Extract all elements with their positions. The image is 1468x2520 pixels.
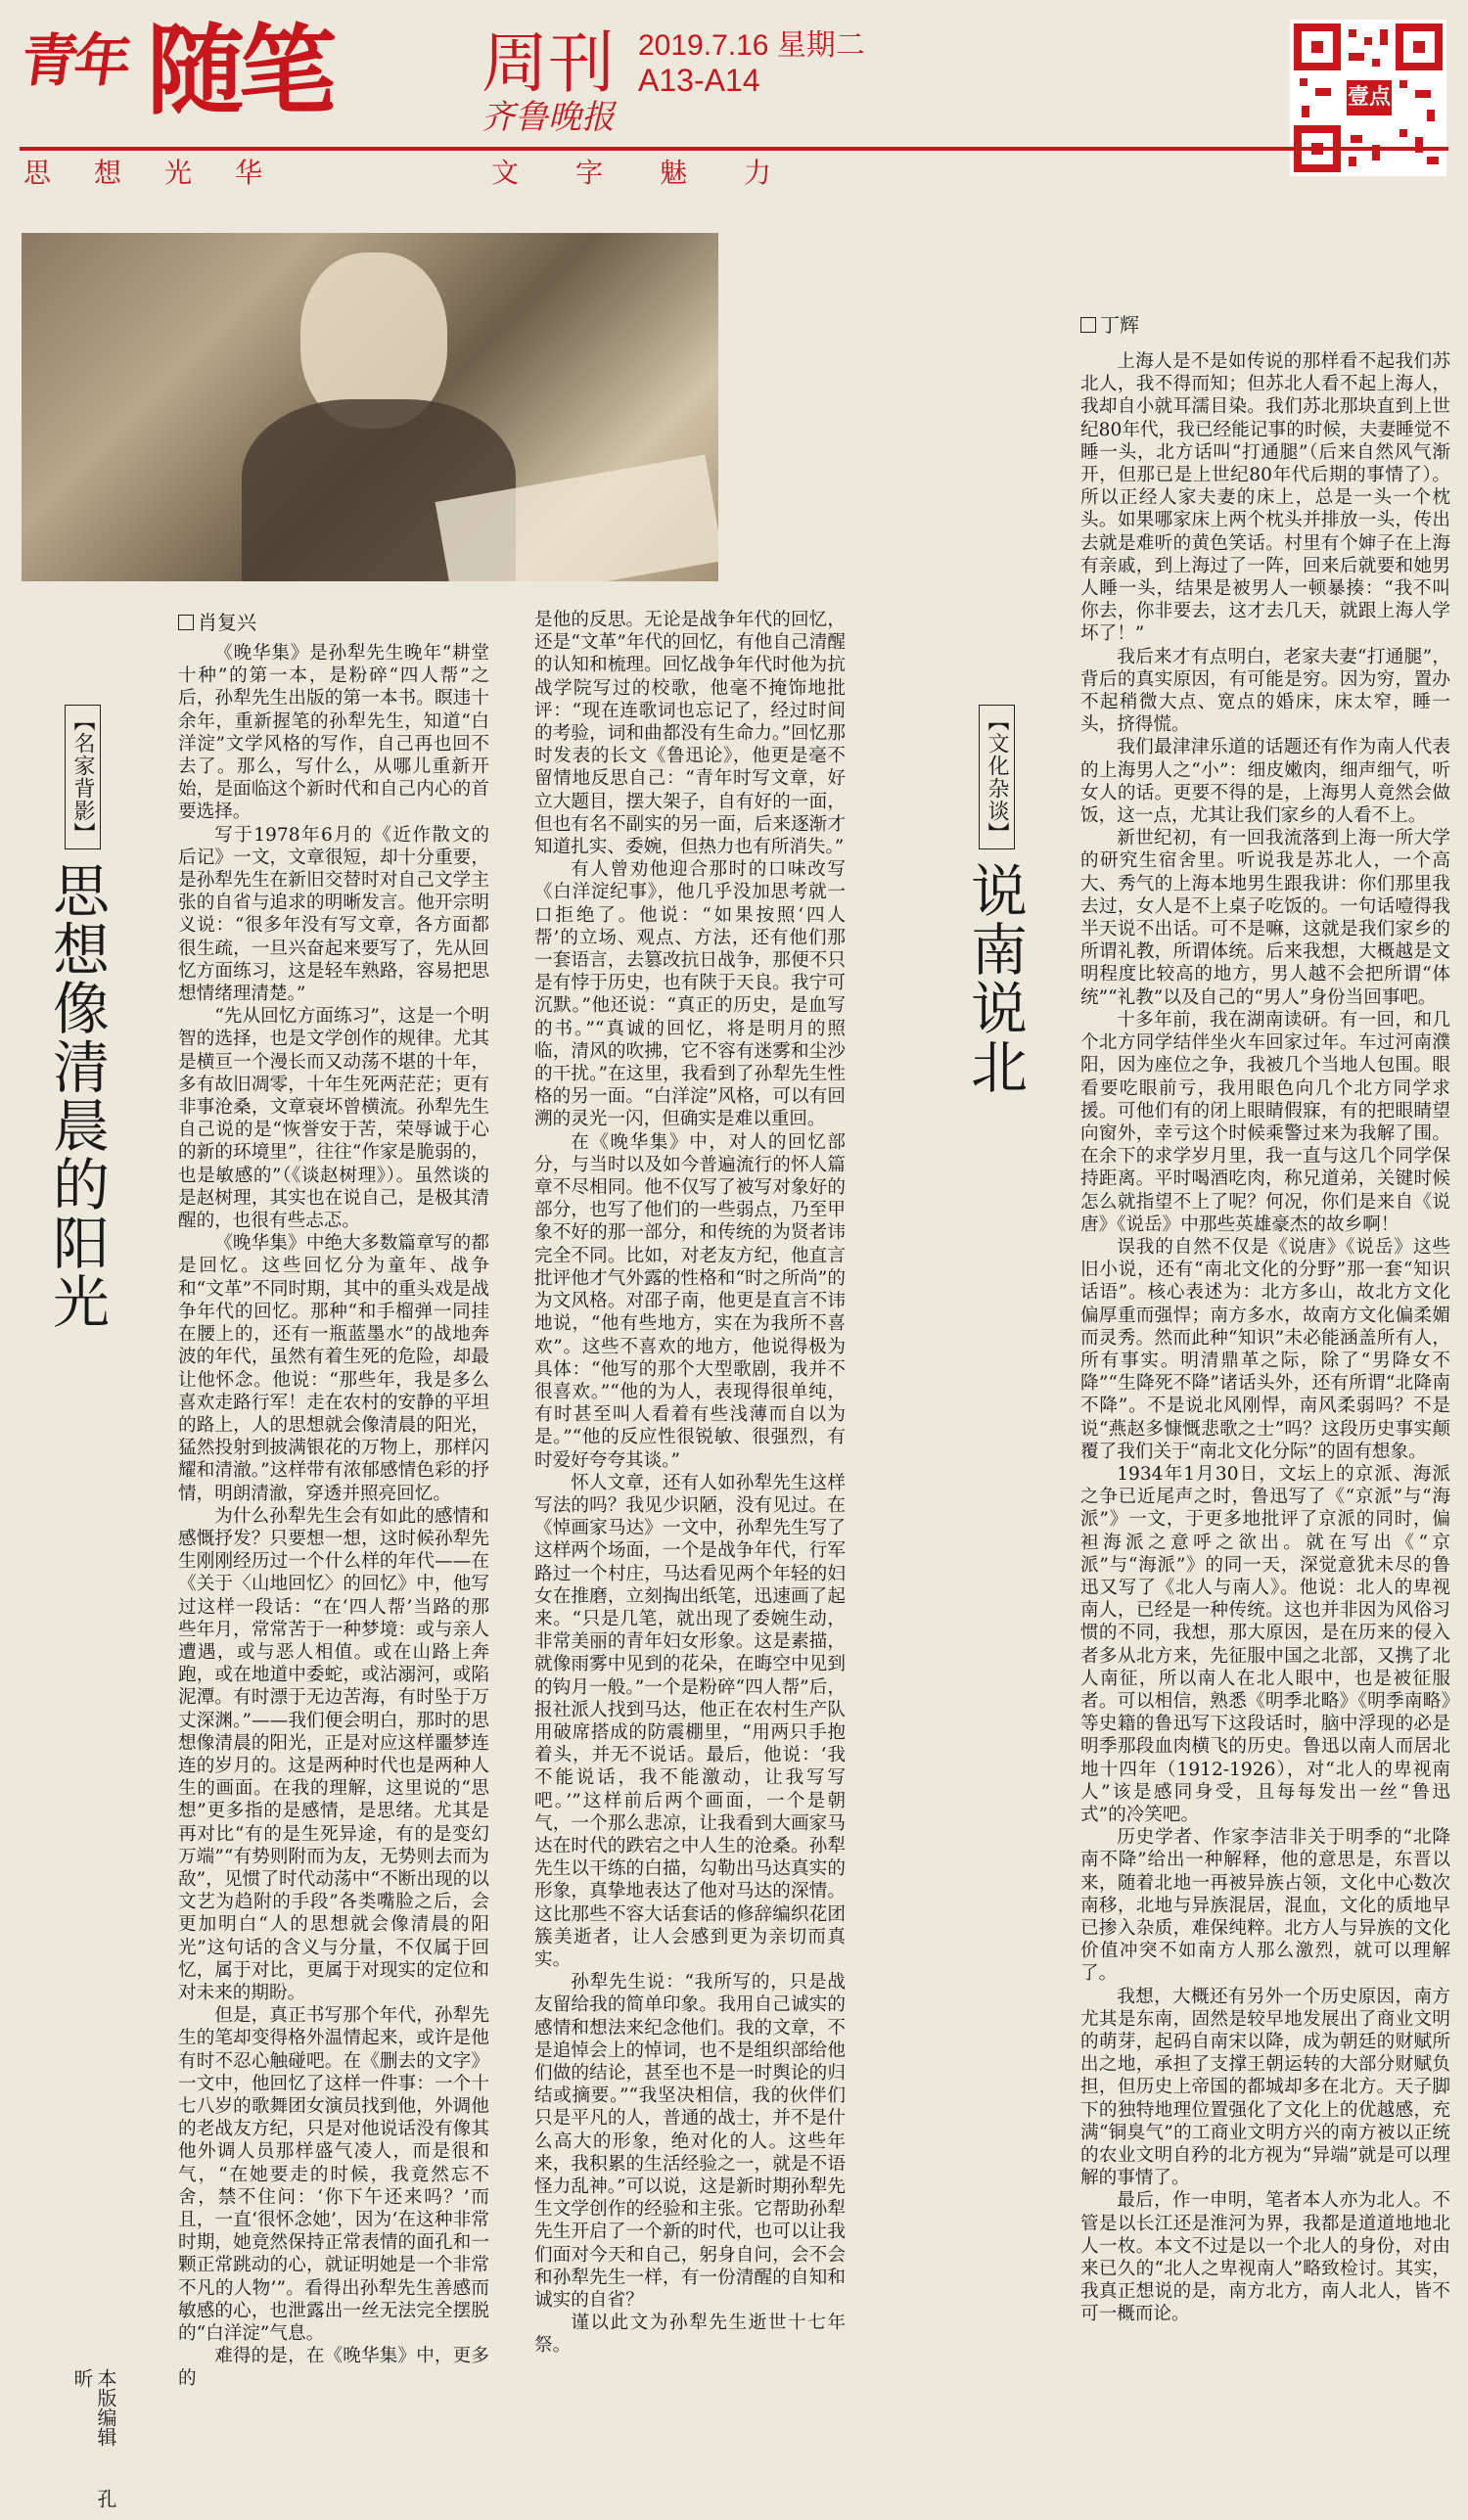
masthead-logo-small: 青年 [17, 27, 132, 94]
article1-author: 肖复兴 [198, 611, 256, 634]
article1-paragraph: 怀人文章，还有人如孙犁先生这样写法的吗？我见少识陋，没有见过。在《悼画家马达》一文中，孙犁先生写了这样两个场面，一个是战争年代，行军路过一个村庄，马达看见两个年轻的妇女在推磨，立刻掏出纸笔，迅速画了起来。“只是几笔，就出现了委婉生动，非常美丽的青年妇女形象。这是素描，就像雨雾中见到的花朵，在晦空中见到的钩月一般。”一个是粉碎“四人帮”后，报社派人找到马达，他正在农村生产队用破席搭成的防震棚里，“用两只手抱着头，并无不说话。最后，他说：‘我不能说话，我不能激动，让我写写吧。’”这样前后两个画面，一个是朝气，一个那么悲凉，让我看到大画家马达在时代的跌宕之中人生的沧桑。孙犁先生以干练的白描，勾勒出马达真实的形象，真挚地表达了他对马达的深情。这比那些不容大话套话的修辞编织花团簇美逝者，让人会感到更为亲切而真实。 [534, 1472, 846, 1970]
masthead-logo-big: 随笔 [147, 14, 331, 128]
article1-paragraph: 但是，真正书写那个年代，孙犁先生的笔却变得格外温情起来，或许是他有时不忍心触碰吧。在《删去的文字》一文中，他回忆了这样一件事：一个十七八岁的歌舞团女演员找到他，外调他的老战友方纪，只是对他说话没有像其他外调人员那样盛气凌人，而是很和气，“在她要走的时候，我竟然忘不舍，禁不住问：‘你下午还来吗？’而且，一直‘很怀念她’，因为‘在这种非常时期，她竟然保持正常表情的面孔和一颗正常跳动的心，就证明她是一个非常不凡的人物’”。看得出孙犁先生善感而敏感的心，也泄露出一丝无法完全摆脱的“白洋淀”气息。 [178, 2005, 489, 2345]
article2-paragraph: 误我的自然不仅是《说唐》《说岳》这些旧小说，还有“南北文化的分野”那一套“知识话语”。核心表述为：北方多山，故北方文化偏厚重而强悍；南方多水，故南方文化偏柔媚而灵秀。然而此种“知识”未必能涵盖所有人，所有事实。明清鼎革之际，除了“男降女不降”“生降死不降”诸话头外，还有所谓“北降南不降”。不是说北风刚悍，南风柔弱吗？不是说“燕赵多慷慨悲歌之士”吗？这段历史事实颠覆了我们关于“南北文化分际”的固有想象。 [1080, 1236, 1450, 1462]
article1-column-2 [534, 609, 846, 2358]
article2-paragraph: 最后，作一申明，笔者本人亦为北人。不管是以长江还是淮河为界，我都是道道地地北人一枚。本文不过是以一个北人的身份，对由来已久的“北人之卑视南人”略致检讨。其实，我真正想说的是，南方北方，南人北人，皆不可一概而论。 [1080, 2190, 1450, 2325]
article2-paragraph: 历史学者、作家李洁非关于明季的“北降南不降”给出一种解释，他的意思是，东晋以来，随着北地一再被异族占领，文化中心数次南移，北地与异族混居，混血，文化的质地早已掺入杂质，难保纯粹。北方人与异族的文化价值冲突不如南方人那么激烈，就可以理解了。 [1080, 1827, 1450, 1985]
article2-paragraph: 新世纪初，有一回我流落到上海一所大学的研究生宿舍里。听说我是苏北人，一个高大、秀气的上海本地男生跟我讲：你们那里我去过，女人是不上桌子吃饭的。一句话噎得我半天说不出话。可不是嘛，这就是我们家乡的所谓礼教，所谓体统。后来我想，大概越是文明程度比较高的地方，男人越不会把所谓“体统”“礼教”以及自己的“男人”身份当回事吧。 [1080, 828, 1450, 1008]
page-editor-credit [70, 2368, 117, 2515]
masthead-weekly-label: 周刊 [482, 25, 616, 103]
article2-author: 丁辉 [1100, 313, 1139, 337]
article2-paragraph: 我想，大概还有另外一个历史原因，南方尤其是东南，固然是较早地发展出了商业文明的萌芽，起码自南宋以降，成为朝廷的财赋所出之地，承担了支撑王朝运转的大部分财赋负担，但历史上帝国的都城却多在北方。天子脚下的独特地理位置强化了文化上的优越感，充满“铜臭气”的工商业文明方兴的南方被以正统的农业文明自矜的北方视为“异端”就是可以理解的事情了。 [1080, 1986, 1450, 2189]
editor-label: 本版编辑 [94, 2368, 117, 2447]
article1-paragraph: 《晚华集》中绝大多数篇章写的都是回忆。这些回忆分为童年、战争和“文革”不同时期，其中的重头戏是战争年代的回忆。那种“和手榴弹一同挂在腰上的，还有一瓶蓝墨水”的战地奔波的年代，虽然有着生死的危险，却最让他怀念。他说：“那些年，我是多么喜欢走路行军！走在农村的安静的平坦的路上，人的思想就会像清晨的阳光，猛然投射到披满银花的万物上，那样闪耀和清澈。”这样带有浓郁感情色彩的抒情，明朗清澈，穿透并照亮回忆。 [178, 1233, 489, 1504]
article1-paragraph: 有人曾劝他迎合那时的口味改写《白洋淀纪事》，他几乎没加思考就一口拒绝了。他说：“如果按照‘四人帮’的立场、观点、方法，还有他们那一套语言，去篡改抗日战争，那便不只是有悖于历史，也有陕于天良。我宁可沉默。”他还说：“真正的历史，是血写的书。”“真诚的回忆，将是明月的照临，清风的吹拂，它不容有迷雾和尘沙的干扰。”在这里，我看到了孙犁先生性格的另一面。“白洋淀”风格，可以有回溯的灵光一闪，但确实是难以重回。 [534, 859, 846, 1130]
article1-title: 思想像清晨的阳光 [43, 861, 110, 1331]
article1-paragraph: 难得的是，在《晚华集》中，更多的 [178, 2346, 489, 2390]
byline-box-icon [1080, 317, 1096, 333]
slogan-right: 文字魅力 [491, 157, 829, 189]
article1-byline [178, 611, 256, 634]
article1-paragraph: 孙犁先生说：“我所写的，只是战友留给我的简单印象。我用自己诚实的感情和想法来纪念他们。我的文章，不是追悼会上的悼词，也不是组织部给他们做的结论，甚至也不是一时舆论的归结或摘要。”“我坚决相信，我的伙伴们只是平凡的人，普通的战士，并不是什么高大的形象，绝对化的人。这些年来，我积累的生活经验之一，就是不语怪力乱神。”可以说，这是新时期孙犁先生文学创作的经验和主张。它帮助孙犁先生开启了一个新的时代，也可以让我们面对今天和自己，躬身自问，会不会和孙犁先生一样，有一份清醒的自知和诚实的自省？ [534, 1972, 846, 2312]
article2-byline [1080, 313, 1139, 337]
author-portrait-photo [22, 233, 718, 581]
qr-app-label: 壹点 [1347, 80, 1392, 115]
article2-paragraph: 我们最津津乐道的话题还有作为南人代表的上海男人之“小”：细皮嫩肉，细声细气，听女人的话。更要不得的是，上海男人竟然会做饭，这一点，尤其让我们家乡的人看不上。 [1080, 737, 1450, 827]
article2-title: 说南说北 [961, 861, 1028, 1096]
article1-column-tag: 【名家背影】 [65, 705, 101, 849]
article1-column-1 [178, 642, 489, 2391]
article2-paragraph: 1934年1月30日，文坛上的京派、海派之争已近尾声之时，鲁迅写了《“京派”与“海派”》一文，于更多地批评了京派的同时，偏袒海派之意呼之欲出。就在写出《“京派”与“海派”》的同一天，深觉意犹未尽的鲁迅又写了《北人与南人》。他说：北人的卑视南人，已经是一种传统。这也并非因为风俗习惯的不同，我想，那大原因，是在历来的侵入者多从北方来，先征服中国之北部，又携了北人南征，所以南人在北人眼中，也是被征服者。可以相信，熟悉《明季北略》《明季南略》等史籍的鲁迅写下这段话时，脑中浮现的必是明季那段血肉横飞的历史。鲁迅以南人而居北地十四年（1912-1926），对“北人的卑视南人”该是感同身受，且每每发出一丝“鲁迅式”的冷笑吧。 [1080, 1463, 1450, 1825]
byline-box-icon [178, 615, 194, 630]
article2-column [1080, 350, 1450, 2326]
article1-paragraph: 谨以此文为孙犁先生逝世十七年祭。 [534, 2313, 846, 2357]
article1-paragraph: 为什么孙犁先生会有如此的感情和感慨抒发？只要想一想，这时候孙犁先生刚刚经历过一个什么样的年代——在《关于〈山地回忆〉的回忆》中，他写过这样一段话：“在‘四人帮’当路的那些年月，常常苦于一种梦境：或与亲人遭遇，或与恶人相值。或在山路上奔跑，或在地道中委蛇，或沾溺河，或陷泥潭。有时漂于无边苦海，有时坠于万丈深渊。”——我们便会明白，那时的思想像清晨的阳光，正是对应这样噩梦连连的岁月的。这是两种时代也是两种人生的画面。在我的理解，这里说的“思想”更多指的是感情，是思绪。尤其是再对比“有的是生死异途，有的是变幻万端”“有势则附而为友，无势则去而为敌”，见惯了时代动荡中“不断出现的以文艺为趋附的手段”各类嘴脸之后，会更加明白“人的思想就会像清晨的阳光”这句话的含义与分量，不仅属于回忆，属于对比，更属于对现实的定位和对未来的期盼。 [178, 1505, 489, 2003]
qr-code [1290, 20, 1446, 176]
masthead-date: 2019.7.16 星期二 [638, 29, 865, 62]
editor-name: 孔昕 [70, 2368, 117, 2508]
masthead-paper-name: 齐鲁晚报 [482, 98, 615, 137]
article1-paragraph: 是他的反思。无论是战争年代的回忆，还是“文革”年代的回忆，有他自己清醒的认知和梳理。回忆战争年代时他为抗战学院写过的校歌，他毫不掩饰地批评：“现在连歌词也忘记了，经过时间的考验，词和曲都没有生命力。”回忆那时发表的长文《鲁迅论》，他更是毫不留情地反思自己：“青年时写文章，好立大题目，摆大架子，自有好的一面，但也有名不副实的另一面，后来逐渐才知道扎实、委婉，但热力也有所消失。” [534, 610, 846, 858]
masthead-pages: A13-A14 [638, 63, 760, 98]
article2-paragraph: 我后来才有点明白，老家夫妻“打通腿”，背后的真实原因，有可能是穷。因为穷，置办不起稍微大点、宽点的婚床，床太窄，睡一头，挤得慌。 [1080, 646, 1450, 736]
article1-paragraph: 写于1978年6月的《近作散文的后记》一文，文章很短，却十分重要，是孙犁先生在新旧交替时对自己文学主张的自省与追求的明晰发言。他开宗明义说：“很多年没有写文章，各方面都很生疏，一旦兴奋起来要写了，先从回忆方面练习，这是轻车熟路，容易把思想情绪理清楚。” [178, 824, 489, 1005]
slogan-left: 思想光华 [23, 157, 306, 189]
article2-column-tag: 【文化杂谈】 [979, 705, 1015, 849]
masthead-divider [20, 147, 1448, 151]
article1-paragraph: 在《晚华集》中，对人的回忆部分，与当时以及如今普遍流行的怀人篇章不尽相同。他不仅写了被写对象好的部分，也写了他们的一些弱点，乃至甲象不好的那一部分，和传统的为贤者讳完全不同。比如，对老友方纪，他直言批评他才气外露的性格和“时之所尚”的为文风格。对邵子南，他更是直言不讳地说，“他有些地方，实在为我所不喜欢”。这些不喜欢的地方，他说得极为具体：“他写的那个大型歌剧，我并不很喜欢。”“他的为人，表现得很单纯，有时甚至叫人看着有些浅薄而自以为是。”“他的反应性很锐敏、很强烈，有时爱好夸夸其谈。” [534, 1131, 846, 1471]
article2-paragraph: 上海人是不是如传说的那样看不起我们苏北人，我不得而知；但苏北人看不起上海人，我却自小就耳濡目染。我们苏北那块直到上世纪80年代，我已经能记事的时候，夫妻睡觉不睡一头，北方话叫“打通腿”（后来自然风气渐开，但那已是上世纪80年代后期的事情了）。所以正经人家夫妻的床上，总是一头一个枕头。如果哪家床上两个枕头并排放一头，传出去就是难听的黄色笑话。村里有个婶子在上海有亲戚，到上海过了一阵，回来后就要和她男人睡一头，结果是被男人一顿暴揍：“我不叫你去，你非要去，这才去几天，就跟上海人学坏了！” [1080, 351, 1450, 645]
article2-paragraph: 十多年前，我在湖南读研。有一回，和几个北方同学结伴坐火车回家过年。车过河南濮阳，因为座位之争，我被几个当地人包围。眼看要吃眼前亏，我用眼色向几个北方同学求援。可他们有的闭上眼睛假寐，有的把眼睛望向窗外，幸亏这个时候乘警过来为我解了围。在余下的求学岁月里，我一直与这几个同学保持距离。平时喝酒吃肉，称兄道弟，关键时候怎么就指望不上了呢？何况，你们是来自《说唐》《说岳》中那些英雄豪杰的故乡啊！ [1080, 1009, 1450, 1235]
article1-paragraph: 《晚华集》是孙犁先生晚年“耕堂十种”的第一本，是粉碎“四人帮”之后，孙犁先生出版的第一本书。瞑违十余年，重新握笔的孙犁先生，知道“白洋淀”文学风格的写作，自己再也回不去了。那么，写什么，从哪儿重新开始，是面临这个新时代和自己内心的首要选择。 [178, 643, 489, 823]
article1-paragraph: “先从回忆方面练习”，这是一个明智的选择，也是文学创作的规律。尤其是横亘一个漫长而又动荡不堪的十年，多有故旧凋零，十年生死两茫茫；更有非事沧桑，文章衰坏曾横流。孙犁先生自己说的是“恢誉安于苦，荣辱诚于心的新的环境里”，往往“作家是脆弱的，也是敏感的”（《谈赵树理》）。虽然谈的是赵树理，其实也在说自己，是极其清醒的，也很有些忐忑。 [178, 1006, 489, 1232]
